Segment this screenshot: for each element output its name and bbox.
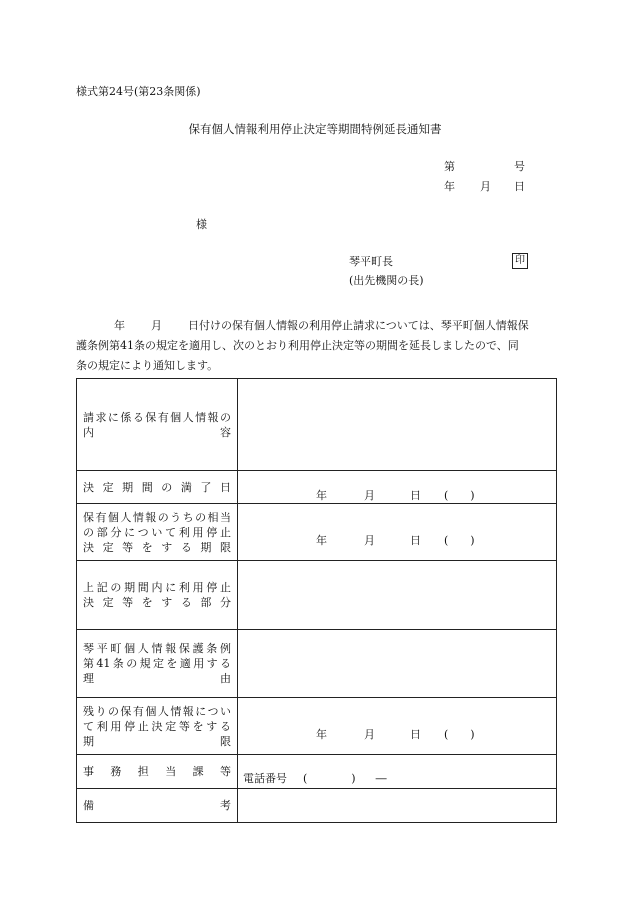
table-row	[77, 789, 557, 823]
label-line: て利用停止決定等をする	[83, 719, 231, 733]
issue-date-month: 月	[480, 180, 491, 193]
label-line: 琴平町個人情報保護条例	[83, 642, 231, 655]
label-line: 保有個人情報のうちの相当	[83, 510, 231, 524]
body-year: 年	[114, 319, 125, 332]
row-label-remarks	[77, 789, 238, 823]
row-label-reason	[77, 630, 238, 698]
value-decision-deadline[interactable]: 年 月 日 ( )	[238, 471, 557, 504]
table-row	[77, 471, 557, 504]
value-reason[interactable]	[238, 630, 557, 698]
document-number-suffix: 号	[514, 160, 525, 173]
body-line3: 条の規定により通知します。	[76, 359, 219, 372]
label-line: 残りの保有個人情報につい	[83, 704, 231, 718]
table-row	[77, 379, 557, 471]
table-row	[77, 698, 557, 755]
label-line: 備 考	[83, 799, 231, 812]
form-number: 様式第24号(第23条関係)	[76, 85, 201, 98]
row-label-partial-scope	[77, 561, 238, 630]
body-line2: 護条例第41条の規定を適用し、次のとおり利用停止決定等の期間を延長しましたので、同	[76, 339, 519, 352]
label-line: の部分について利用停止	[83, 525, 231, 539]
label-line: 第41条の規定を適用する	[83, 657, 231, 670]
label-line: 事務担当課等	[83, 765, 231, 778]
label-line: 決定期間の満了日	[83, 480, 231, 494]
row-label-decision-deadline	[77, 471, 238, 504]
table-row	[77, 561, 557, 630]
table-row	[77, 755, 557, 789]
addressee-honorific: 様	[196, 218, 207, 231]
document-title: 保有個人情報利用停止決定等期間特例延長通知書	[188, 122, 442, 136]
notice-body	[76, 316, 558, 376]
table-row	[77, 630, 557, 698]
value-contact-section[interactable]	[238, 755, 557, 789]
label-line: 上記の期間内に利用停止	[83, 581, 231, 594]
value-remarks[interactable]	[238, 789, 557, 823]
document-number-label: 第	[444, 160, 455, 173]
table-row	[77, 504, 557, 561]
issue-date-day: 日	[514, 180, 525, 193]
label-line: 請求に係る保有個人情報の	[83, 410, 231, 424]
label-line: 内 容	[83, 425, 231, 439]
label-line: 期 限	[83, 734, 231, 748]
label-line: 理 由	[83, 672, 231, 685]
value-requested-info[interactable]	[238, 379, 557, 471]
value-partial-deadline[interactable]: 年 月 日 ( )	[238, 504, 557, 561]
body-month: 月	[151, 319, 162, 332]
value-partial-scope[interactable]	[238, 561, 557, 630]
row-label-remaining-deadline	[77, 698, 238, 755]
phone-number-field: 電話番号 ( ) ―	[243, 772, 387, 785]
body-line1: 日付けの保有個人情報の利用停止請求については、琴平町個人情報保	[188, 319, 529, 332]
label-line: 決定等をする部分	[83, 596, 231, 609]
row-label-contact-section	[77, 755, 238, 789]
sender-branch: (出先機関の長)	[349, 274, 424, 287]
value-remaining-deadline[interactable]: 年 月 日 ( )	[238, 698, 557, 755]
row-label-partial-deadline	[77, 504, 238, 561]
notice-form-table	[76, 378, 557, 823]
seal-mark: 印	[512, 253, 528, 269]
issue-date-year: 年	[444, 180, 455, 193]
sender-name: 琴平町長	[349, 255, 393, 268]
row-label-requested-info	[77, 379, 238, 471]
label-line: 決定等をする期限	[83, 540, 231, 554]
